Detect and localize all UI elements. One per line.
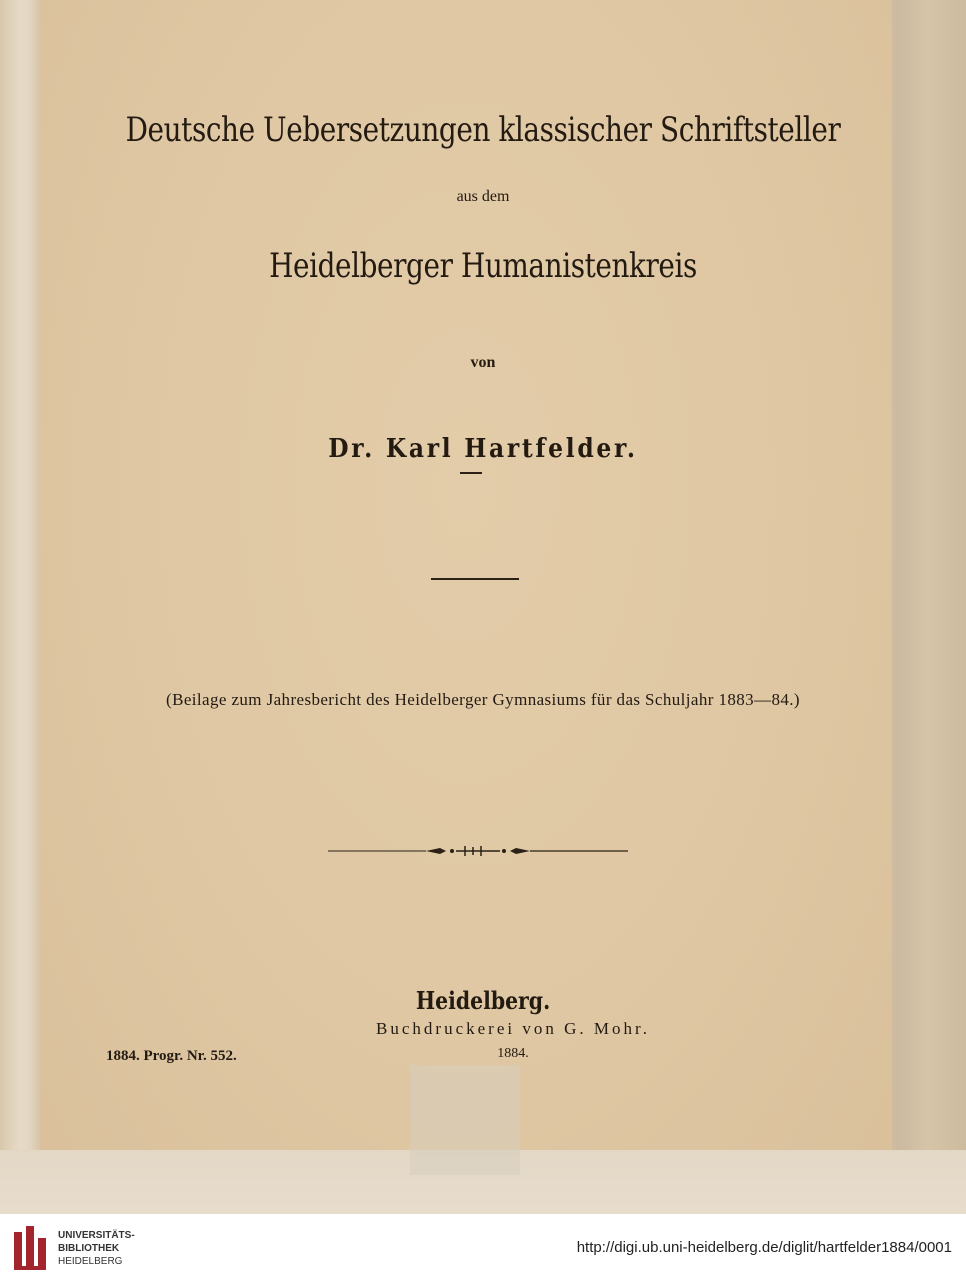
library-name-line1: UNIVERSITÄTS- [58, 1230, 135, 1241]
university-library-logo-icon [12, 1224, 52, 1272]
publication-place: Heidelberg. [415, 986, 551, 1015]
program-number: 1884. Progr. Nr. 552. [106, 1048, 237, 1064]
library-footer [0, 1214, 966, 1284]
ornament-divider [328, 842, 628, 860]
printer-name: Buchdruckerei von G. Mohr. [376, 1019, 650, 1038]
supplement-note: (Beilage zum Jahresbericht des Heidelberger Gymnasiums für das Schuljahr 1883—84.) [166, 690, 800, 709]
publication-year: 1884. [497, 1046, 529, 1061]
author-name: Dr. Karl Hartfelder. [328, 434, 638, 464]
library-name-line2: BIBLIOTHEK [58, 1243, 120, 1254]
aus-dem-text: aus dem [456, 188, 510, 205]
author-underline [460, 472, 482, 474]
von-text: von [470, 354, 496, 371]
paper-patch [410, 1065, 520, 1175]
document-url[interactable]: http://digi.ub.uni-heidelberg.de/diglit/hartfelder1884/0001 [576, 1239, 952, 1256]
library-name [58, 1229, 135, 1268]
separator-rule [431, 578, 519, 580]
library-name-line3: HEIDELBERG [58, 1256, 123, 1267]
document-subtitle: Heidelberger Humanistenkreis [269, 246, 697, 286]
document-title: Deutsche Uebersetzungen klassischer Schriftsteller [125, 110, 841, 150]
